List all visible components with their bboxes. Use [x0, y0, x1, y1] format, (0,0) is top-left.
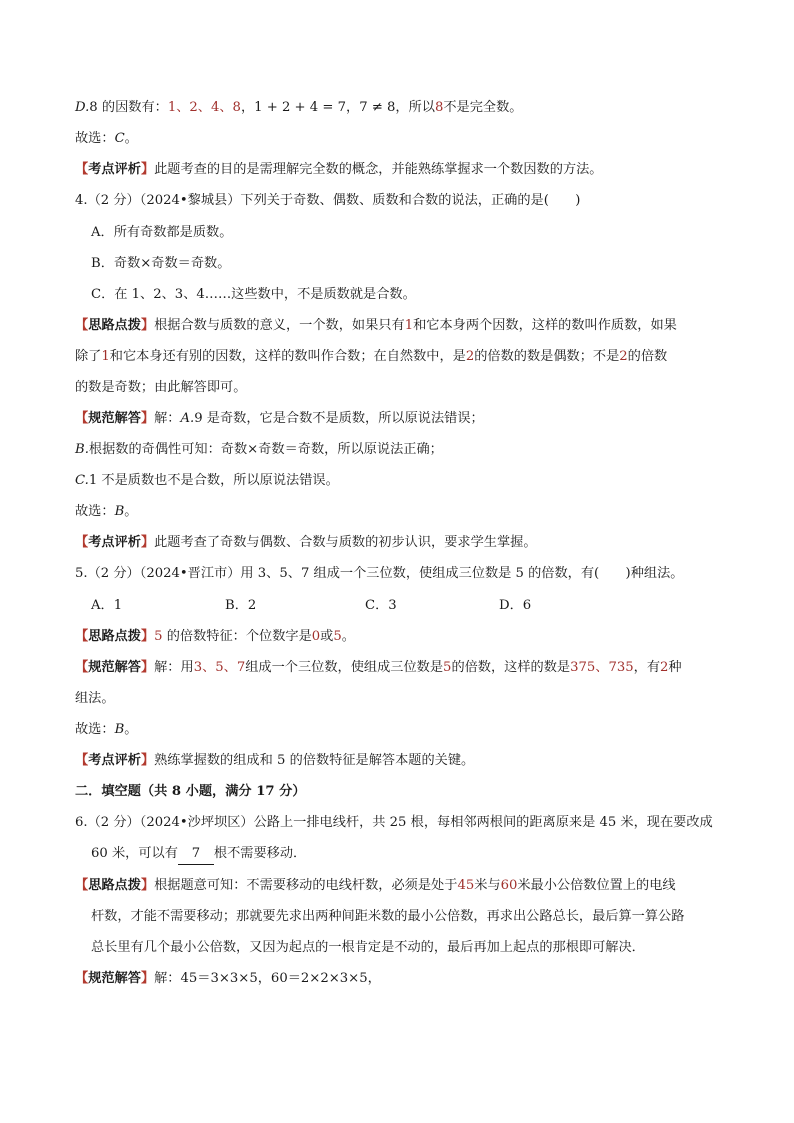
tag-label: 【考点评析】: [75, 535, 155, 550]
tag-label: 【规范解答】: [75, 660, 155, 675]
kaodian-pingxi-5: 【考点评析】熟练掌握数的组成和 5 的倍数特征是解答本题的关键。: [75, 753, 475, 768]
q4-option-b: B．奇数×奇数＝奇数。: [91, 256, 231, 271]
q4-option-c: C．在 1、2、3、4……这些数中，不是质数就是合数。: [91, 287, 416, 302]
answer-line-d: D.8 的因数有：1、2、4、8，1 + 2 + 4 = 7，7 ≠ 8，所以8不是完全数。: [75, 100, 523, 115]
q4-option-a: A．所有奇数都是质数。: [91, 225, 233, 240]
tag-label: 【规范解答】: [75, 411, 155, 426]
guifan-jieda-6: 【规范解答】解：45＝3×3×5，60＝2×2×3×5，: [75, 971, 381, 986]
silu-diandbo-4-line1: 【思路点拨】根据合数与质数的意义，一个数，如果只有1和它本身两个因数，这样的数叫作质数，如果: [75, 318, 677, 333]
guifan-jieda-5-line2: 组法。: [75, 691, 115, 706]
kaodian-pingxi-4: 【考点评析】此题考查了奇数与偶数、合数与质数的初步认识，要求学生掌握。: [75, 535, 537, 550]
tag-label: 【考点评析】: [75, 162, 155, 177]
silu-diandbo-4-line3: 的数是奇数；由此解答即可。: [75, 380, 247, 395]
guifan-jieda-4-line3: C.1 不是质数也不是合数，所以原说法错误。: [75, 473, 339, 488]
tag-label: 【思路点拨】: [75, 318, 155, 333]
q5-option-a: A．1: [91, 598, 123, 613]
tag-label: 【思路点拨】: [75, 629, 155, 644]
tag-label: 【考点评析】: [75, 753, 155, 768]
q5-options: [75, 596, 725, 616]
question-4: 4.（2 分）（2024•黎城县）下列关于奇数、偶数、质数和合数的说法，正确的是( ): [75, 193, 581, 208]
question-6-line2: 60 米，可以有 7 根不需要移动．: [75, 844, 725, 865]
silu-diandbo-5: 【思路点拨】5 的倍数特征：个位数字是0或5。: [75, 629, 355, 644]
silu-diandbo-4-line2: 除了1和它本身还有别的因数，这样的数叫作合数；在自然数中，是2的倍数的数是偶数；不是2的倍数: [75, 349, 668, 364]
tag-label: 【思路点拨】: [75, 878, 155, 893]
guifan-jieda-4-line1: 【规范解答】解：A.9 是奇数，它是合数不是质数，所以原说法错误；: [75, 411, 484, 426]
q5-option-c: C．3: [365, 598, 397, 613]
question-6-line1: 6.（2 分）（2024•沙坪坝区）公路上一排电线杆，共 25 根，每相邻两根间的距离原来是 45 米，现在要改成: [75, 815, 713, 830]
q5-option-b: B．2: [225, 598, 257, 613]
answer-blank: 7: [178, 844, 214, 865]
document-page: [75, 98, 725, 989]
choose-line-b-4: 故选：B。: [75, 504, 138, 519]
guifan-jieda-5-line1: 【规范解答】解：用3、5、7组成一个三位数，使组成三位数是5的倍数，这样的数是375、735，有2种: [75, 660, 682, 675]
kaodian-pingxi-3: 【考点评析】此题考查的目的是需理解完全数的概念，并能熟练掌握求一个数因数的方法。: [75, 162, 603, 177]
silu-diandbo-6-line1: 【思路点拨】根据题意可知：不需要移动的电线杆数，必须是处于45米与60米最小公倍数位置上的电线: [75, 878, 676, 893]
section-title-2: 二．填空题（共 8 小题，满分 17 分）: [75, 784, 306, 799]
tag-label: 【规范解答】: [75, 971, 155, 986]
silu-diandbo-6-line3: 总长里有几个最小公倍数，又因为起点的一根肯定是不动的，最后再加上起点的那根即可解决．: [91, 940, 645, 955]
q5-option-d: D．6: [499, 598, 532, 613]
guifan-jieda-4-line2: B.根据数的奇偶性可知：奇数×奇数＝奇数，所以原说法正确；: [75, 442, 443, 457]
silu-diandbo-6-line2: 杆数，才能不需要移动；那就要先求出两种间距米数的最小公倍数，再求出公路总长，最后算一算公路: [91, 909, 685, 924]
choose-line-c: 故选：C。: [75, 131, 138, 146]
question-5: 5.（2 分）（2024•晋江市）用 3、5、7 组成一个三位数，使组成三位数是 5 的倍数，有( )种组法。: [75, 566, 684, 581]
choose-line-b-5: 故选：B。: [75, 722, 138, 737]
